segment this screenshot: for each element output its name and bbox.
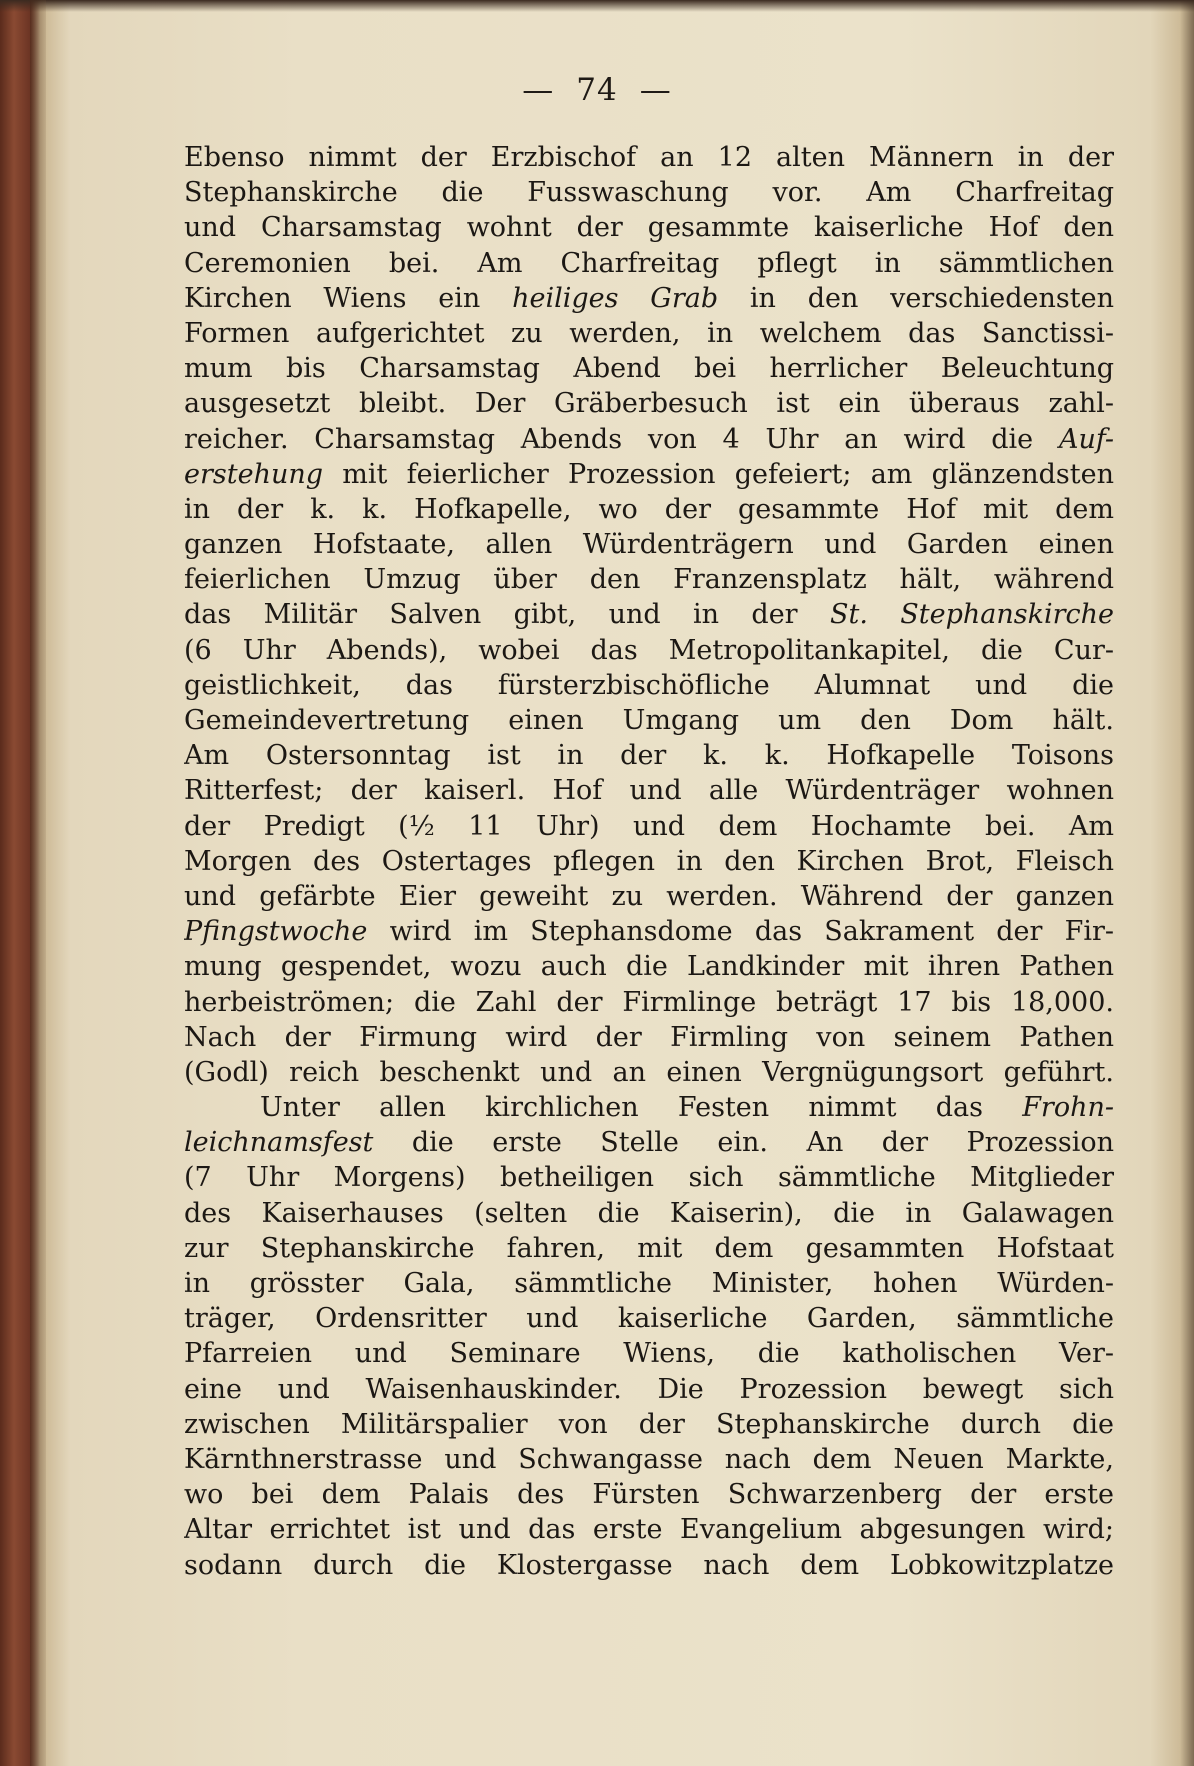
text-line: Formen aufgerichtet zu werden, in welchem das Sanctissi- bbox=[184, 317, 1114, 349]
text-line-paragraph-start bbox=[184, 1090, 1114, 1125]
text-line: des Kaiserhauses (selten die Kaiserin), die in Galawagen bbox=[184, 1197, 1114, 1229]
text-run: mit feierlicher Prozession gefeiert; am glänzendsten bbox=[323, 458, 1114, 490]
text-line: Pfarreien und Seminare Wiens, die katholischen Ver- bbox=[184, 1338, 1114, 1370]
text-line: (7 Uhr Morgens) betheiligen sich sämmtliche Mitglieder bbox=[184, 1162, 1114, 1194]
page-number-header bbox=[0, 72, 1194, 108]
text-run: die erste Stelle ein. An der Prozession bbox=[373, 1127, 1114, 1159]
text-line: ganzen Hofstaate, allen Würdenträgern und Garden einen bbox=[184, 529, 1114, 561]
text-line: in der k. k. Hofkapelle, wo der gesammte Hof mit dem bbox=[184, 493, 1114, 525]
text-line bbox=[184, 597, 1114, 632]
text-line: und Charsamstag wohnt der gesammte kaiserliche Hof den bbox=[184, 212, 1114, 244]
text-line: sodann durch die Klostergasse nach dem Lobkowitzplatze bbox=[184, 1549, 1114, 1581]
text-line: (6 Uhr Abends), wobei das Metropolitankapitel, die Cur- bbox=[184, 634, 1114, 666]
page-number-dash-right: — bbox=[639, 72, 672, 108]
page-top-edge bbox=[0, 0, 1194, 12]
text-line: (Godl) reich beschenkt und an einen Vergnügungsort geführt. bbox=[184, 1056, 1114, 1088]
text-line: Ritterfest; der kaiserl. Hof und alle Würdenträger wohnen bbox=[184, 775, 1114, 807]
emphasis-heiliges-grab: heiliges Grab bbox=[512, 282, 719, 314]
text-run: reicher. Charsamstag Abends von 4 Uhr an wird die bbox=[184, 423, 1059, 455]
text-line: Gemeindevertretung einen Umgang um den Dom hält. bbox=[184, 705, 1114, 736]
text-line: Am Ostersonntag ist in der k. k. Hofkapelle Toisons bbox=[184, 740, 1114, 772]
text-line: Altar errichtet ist und das erste Evangelium abgesungen wird; bbox=[184, 1514, 1114, 1546]
emphasis-st-stephanskirche: St. Stephanskirche bbox=[829, 599, 1114, 631]
text-line: geistlichkeit, das fürsterzbischöfliche Alumnat und die bbox=[184, 669, 1114, 701]
text-line: träger, Ordensritter und kaiserliche Garden, sämmtliche bbox=[184, 1303, 1114, 1335]
text-line: zwischen Militärspalier von der Stephanskirche durch die bbox=[184, 1408, 1114, 1440]
emphasis-auferstehung-start: Auf- bbox=[1058, 423, 1114, 455]
text-line: mum bis Charsamstag Abend bei herrlicher Beleuchtung bbox=[184, 353, 1114, 385]
text-line: Ceremonien bei. Am Charfreitag pflegt in sämmtlichen bbox=[184, 247, 1114, 279]
book-gutter bbox=[30, 0, 46, 1766]
page-number-dash-left: — bbox=[522, 72, 555, 108]
text-line bbox=[184, 422, 1114, 457]
text-line: Nach der Firmung wird der Firmling von seinem Pathen bbox=[184, 1021, 1114, 1053]
text-line bbox=[184, 457, 1114, 492]
text-line: mung gespendet, wozu auch die Landkinder mit ihren Pathen bbox=[184, 951, 1114, 983]
text-line: und gefärbte Eier geweiht zu werden. Während der ganzen bbox=[184, 880, 1114, 912]
text-line: Ebenso nimmt der Erzbischof an 12 alten Männern in der bbox=[184, 142, 1114, 173]
text-line: wo bei dem Palais des Fürsten Schwarzenberg der erste bbox=[184, 1479, 1114, 1511]
text-run: wird im Stephansdome das Sakrament der Fir- bbox=[367, 916, 1114, 948]
text-line: zur Stephanskirche fahren, mit dem gesammten Hofstaat bbox=[184, 1232, 1114, 1264]
text-line: Kärnthnerstrasse und Schwangasse nach dem Neuen Markte, bbox=[184, 1443, 1114, 1475]
text-line: feierlichen Umzug über den Franzensplatz hält, während bbox=[184, 564, 1114, 596]
text-line: Stephanskirche die Fusswaschung vor. Am Charfreitag bbox=[184, 177, 1114, 209]
emphasis-frohnleichnamsfest-start: Frohn- bbox=[1022, 1092, 1114, 1124]
emphasis-frohnleichnamsfest-end: leichnamsfest bbox=[184, 1127, 374, 1159]
text-line: der Predigt (½ 11 Uhr) und dem Hochamte bei. Am bbox=[184, 810, 1114, 842]
emphasis-pfingstwoche: Pfingstwoche bbox=[184, 916, 368, 948]
text-line bbox=[184, 914, 1114, 949]
text-run: Unter allen kirchlichen Festen nimmt das bbox=[260, 1092, 1023, 1124]
text-line bbox=[184, 1125, 1114, 1160]
text-line bbox=[184, 281, 1114, 316]
body-text bbox=[184, 140, 1114, 1583]
text-line: in grösster Gala, sämmtliche Minister, hohen Würden- bbox=[184, 1268, 1114, 1299]
text-run: Kirchen Wiens ein bbox=[184, 282, 513, 314]
text-run: das Militär Salven gibt, und in der bbox=[184, 599, 830, 631]
emphasis-auferstehung-end: erstehung bbox=[184, 458, 324, 490]
text-line: Morgen des Ostertages pflegen in den Kirchen Brot, Fleisch bbox=[184, 845, 1114, 877]
text-line: ausgesetzt bleibt. Der Gräberbesuch ist ein überaus zahl- bbox=[184, 388, 1114, 420]
text-line: herbeiströmen; die Zahl der Firmlinge beträgt 17 bis 18,000. bbox=[184, 986, 1114, 1018]
page-number: 74 bbox=[576, 72, 618, 108]
text-line: eine und Waisenhauskinder. Die Prozession bewegt sich bbox=[184, 1373, 1114, 1405]
text-run: in den verschiedensten bbox=[718, 282, 1114, 314]
